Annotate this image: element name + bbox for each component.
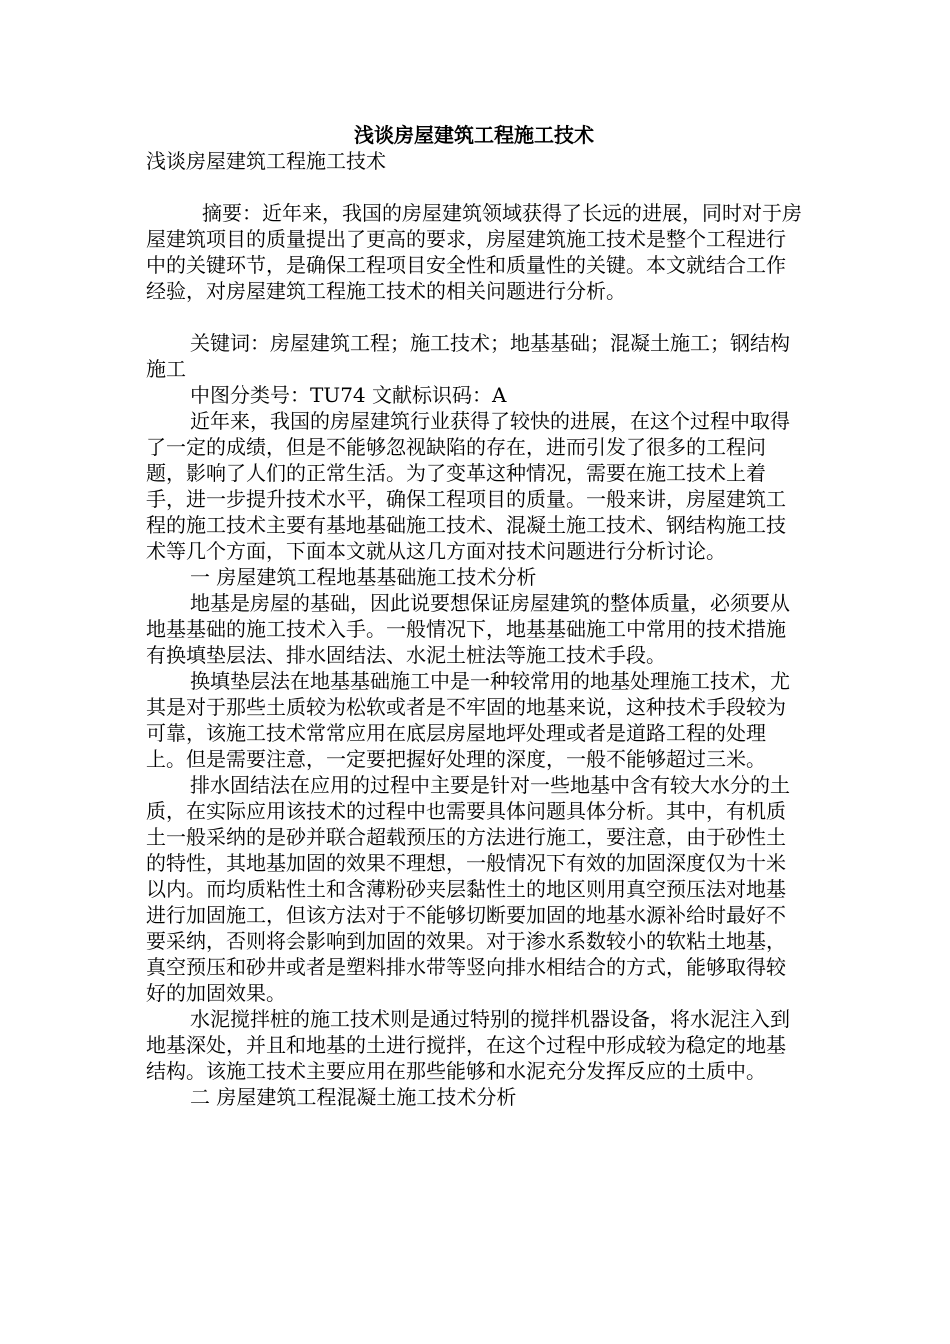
abstract-paragraph: 摘要：近年来，我国的房屋建筑领域获得了长远的进展，同时对于房屋建筑项目的质量提出了更高的要求，房屋建筑施工技术是整个工程进行中的关键环节，是确保工程项目安全性和质量性的关键。本文就结合工作经验，对房屋建筑工程施工技术的相关问题进行分析。 xyxy=(146,201,802,303)
document-body xyxy=(146,122,802,1110)
document-title: 浅谈房屋建筑工程施工技术 xyxy=(354,123,594,147)
section-heading-2: 二 房屋建筑工程混凝土施工技术分析 xyxy=(190,1085,517,1109)
section1-paragraph-3: 排水固结法在应用的过程中主要是针对一些地基中含有较大水分的土质，在实际应用该技术的过程中也需要具体问题具体分析。其中，有机质土一般采纳的是砂并联合超载预压的方法进行施工，要注意，由于砂性土的特性，其地基加固的效果不理想，一般情况下有效的加固深度仅为十米以内。而均质粘性土和含薄粉砂夹层黏性土的地区则用真空预压法对地基进行加固施工，但该方法对于不能够切断要加固的地基水源补给时最好不要采纳，否则将会影响到加固的效果。对于渗水系数较小的软粘土地基，真空预压和砂井或者是塑料排水带等竖向排水相结合的方式，能够取得较好的加固效果。 xyxy=(146,773,790,1005)
section1-paragraph-2: 换填垫层法在地基基础施工中是一种较常用的地基处理施工技术，尤其是对于那些土质较为松软或者是不牢固的地基来说，这种技术手段较为可靠，该施工技术常常应用在底层房屋地坪处理或者是道路工程的处理上。但是需要注意，一定要把握好处理的深度，一般不能够超过三米。 xyxy=(146,669,790,771)
section1-paragraph-1: 地基是房屋的基础，因此说要想保证房屋建筑的整体质量，必须要从地基基础的施工技术入手。一般情况下，地基基础施工中常用的技术措施有换填垫层法、排水固结法、水泥土桩法等施工技术手段。 xyxy=(146,591,790,667)
blank-line xyxy=(146,304,802,330)
document-subtitle: 浅谈房屋建筑工程施工技术 xyxy=(146,149,386,173)
section-heading-1: 一 房屋建筑工程地基基础施工技术分析 xyxy=(190,565,537,589)
intro-paragraph: 近年来，我国的房屋建筑行业获得了较快的进展，在这个过程中取得了一定的成绩，但是不能够忽视缺陷的存在，进而引发了很多的工程问题，影响了人们的正常生活。为了变革这种情况，需要在施工技术上着手，进一步提升技术水平，确保工程项目的质量。一般来讲，房屋建筑工程的施工技术主要有基地基础施工技术、混凝土施工技术、钢结构施工技术等几个方面，下面本文就从这几方面对技术问题进行分析讨论。 xyxy=(146,409,790,563)
section1-paragraph-4: 水泥搅拌桩的施工技术则是通过特别的搅拌机器设备，将水泥注入到地基深处，并且和地基的土进行搅拌，在这个过程中形成较为稳定的地基结构。该施工技术主要应用在那些能够和水泥充分发挥反应的土质中。 xyxy=(146,1007,790,1083)
keywords-paragraph: 关键词：房屋建筑工程；施工技术；地基基础；混凝土施工；钢结构施工 xyxy=(146,331,790,381)
classification-line: 中图分类号：TU74 文献标识码：A xyxy=(190,383,507,407)
blank-line xyxy=(146,174,802,200)
